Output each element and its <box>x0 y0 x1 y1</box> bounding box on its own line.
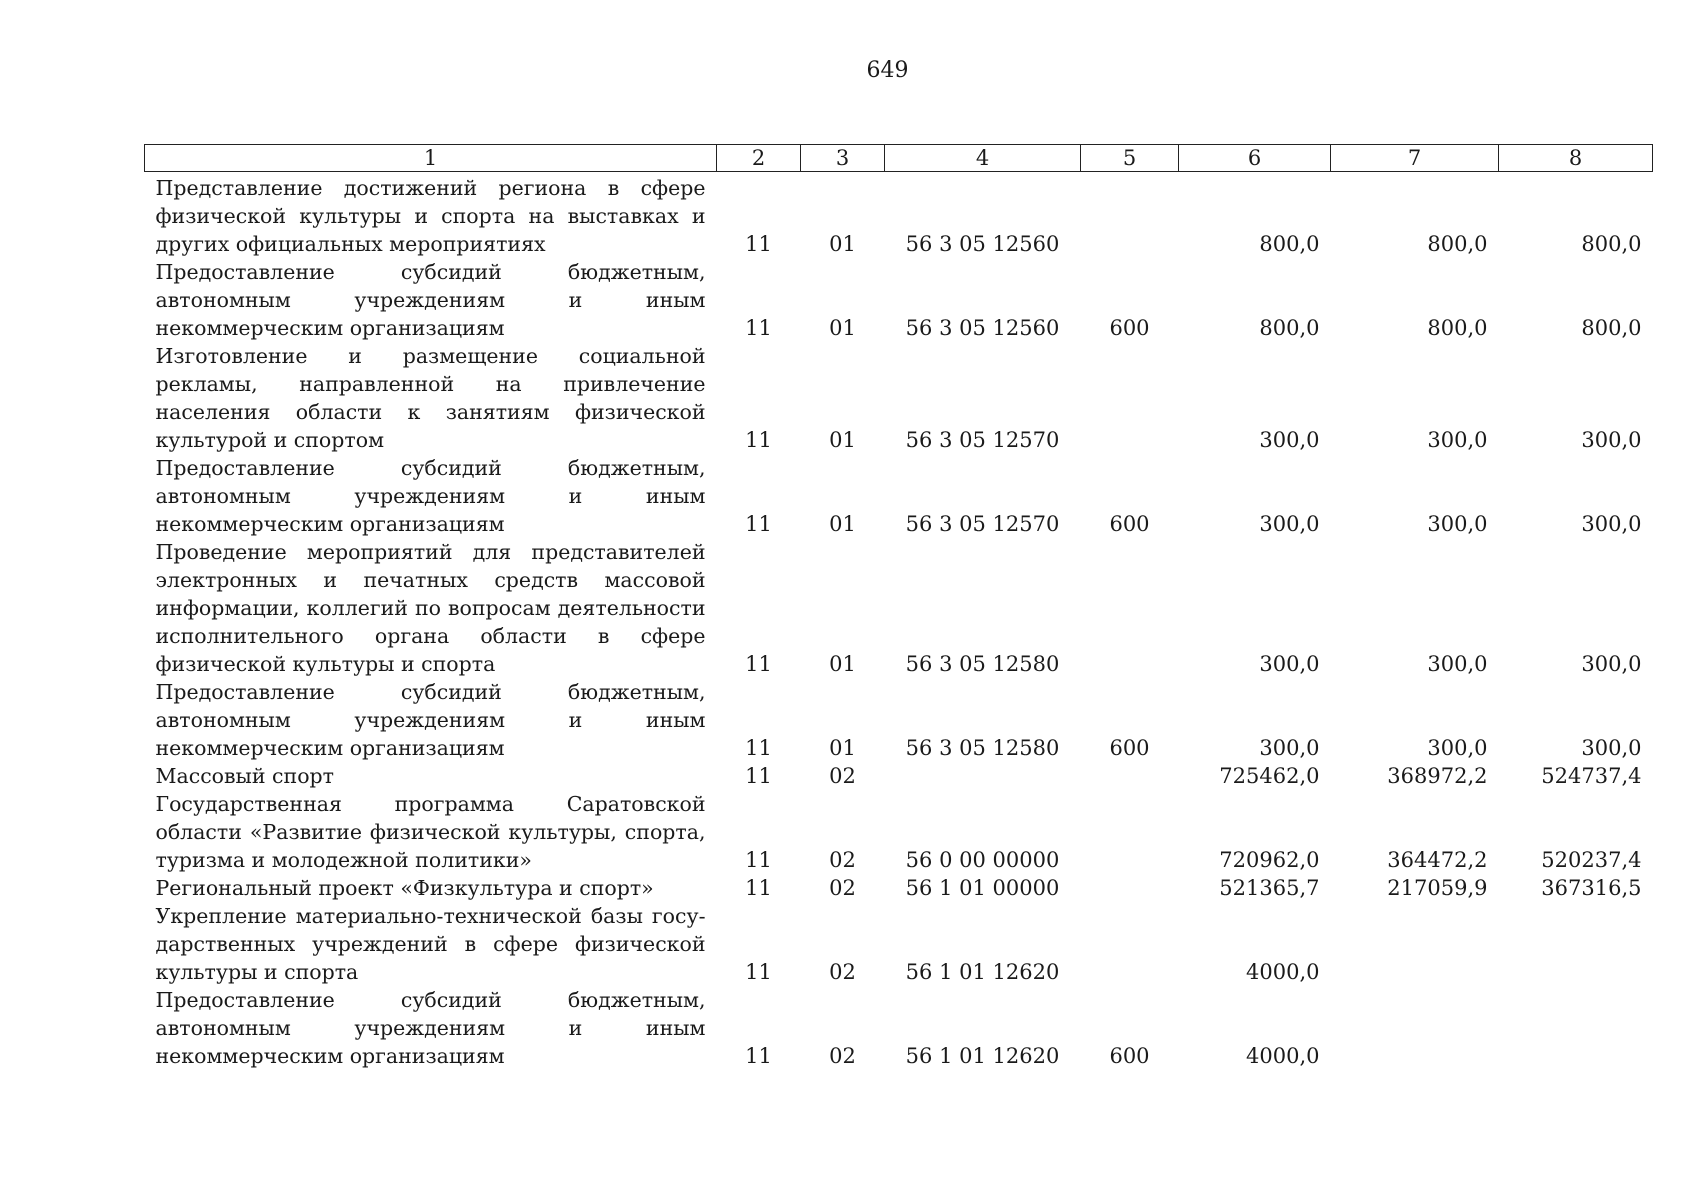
row-section: 11 <box>745 960 772 984</box>
row-expense-type <box>1081 172 1179 259</box>
row-expense-type <box>1081 342 1179 454</box>
row-value-8: 367316,5 <box>1541 876 1642 900</box>
row-name: Укрепление материально-технической базы государственных учреждений в сфере физической культуры и спорта <box>155 904 706 984</box>
row-value-8: 300,0 <box>1581 652 1642 676</box>
row-section: 11 <box>745 232 772 256</box>
row-expense-type <box>1081 902 1179 986</box>
table-row <box>145 762 1653 790</box>
row-value-6: 4000,0 <box>1246 1044 1320 1068</box>
row-value-6: 800,0 <box>1259 232 1320 256</box>
row-target-code: 56 1 01 12620 <box>905 960 1060 984</box>
row-subsection: 01 <box>829 232 856 256</box>
row-subsection: 01 <box>829 512 856 536</box>
table-row <box>145 678 1653 762</box>
table-row <box>145 258 1653 342</box>
row-value-8 <box>1499 902 1653 986</box>
row-target-code: 56 1 01 00000 <box>905 876 1060 900</box>
row-value-8: 800,0 <box>1581 232 1642 256</box>
row-subsection: 02 <box>829 848 856 872</box>
header-col-7: 7 <box>1331 145 1499 172</box>
row-name: Предоставление субсидий бюджетным, автономным учреждениям и иным некоммерческим организациям <box>155 456 706 536</box>
row-subsection: 02 <box>829 764 856 788</box>
row-section: 11 <box>745 736 772 760</box>
page-number: 649 <box>866 58 909 83</box>
row-subsection: 02 <box>829 960 856 984</box>
row-value-6: 300,0 <box>1259 512 1320 536</box>
row-name: Проведение мероприятий для представителей электронных и печатных средств массовой информации, коллегий по вопросам деятельности исполнительного органа области в сфере физической культуры и спорта <box>155 540 706 676</box>
row-value-7: 364472,2 <box>1387 848 1488 872</box>
row-value-7: 800,0 <box>1427 316 1488 340</box>
row-section: 11 <box>745 512 772 536</box>
row-target-code <box>885 762 1081 790</box>
row-value-6: 300,0 <box>1259 652 1320 676</box>
row-subsection: 01 <box>829 736 856 760</box>
row-section: 11 <box>745 764 772 788</box>
row-value-7 <box>1331 902 1499 986</box>
row-target-code: 56 3 05 12560 <box>905 316 1060 340</box>
header-col-5: 5 <box>1081 145 1179 172</box>
row-value-8: 300,0 <box>1581 736 1642 760</box>
row-value-6: 800,0 <box>1259 316 1320 340</box>
header-col-3: 3 <box>801 145 885 172</box>
row-target-code: 56 3 05 12580 <box>905 652 1060 676</box>
row-value-6: 300,0 <box>1259 736 1320 760</box>
row-value-6: 725462,0 <box>1219 764 1320 788</box>
table-row <box>145 172 1653 259</box>
table-row <box>145 454 1653 538</box>
table-row <box>145 538 1653 678</box>
row-value-7: 300,0 <box>1427 736 1488 760</box>
budget-table <box>144 144 1653 1070</box>
row-expense-type <box>1081 538 1179 678</box>
row-name: Изготовление и размещение социальной рекламы, направленной на привлечение населения области к занятиям физической культурой и спортом <box>155 344 706 452</box>
row-expense-type <box>1081 790 1179 874</box>
row-subsection: 01 <box>829 316 856 340</box>
row-target-code: 56 3 05 12570 <box>905 428 1060 452</box>
table-row <box>145 902 1653 986</box>
row-value-7: 300,0 <box>1427 512 1488 536</box>
row-value-8: 524737,4 <box>1541 764 1642 788</box>
row-target-code: 56 3 05 12580 <box>905 736 1060 760</box>
row-section: 11 <box>745 316 772 340</box>
row-expense-type: 600 <box>1109 316 1150 340</box>
row-value-7: 300,0 <box>1427 652 1488 676</box>
row-name: Государственная программа Саратовской области «Развитие физической культуры, спорта, туризма и молодежной политики» <box>155 792 706 872</box>
header-col-2: 2 <box>717 145 801 172</box>
header-col-4: 4 <box>885 145 1081 172</box>
row-expense-type <box>1081 762 1179 790</box>
row-subsection: 01 <box>829 652 856 676</box>
table-body <box>145 172 1653 1071</box>
row-section: 11 <box>745 652 772 676</box>
row-value-8 <box>1499 986 1653 1070</box>
row-section: 11 <box>745 1044 772 1068</box>
header-col-8: 8 <box>1499 145 1653 172</box>
row-section: 11 <box>745 876 772 900</box>
row-subsection: 01 <box>829 428 856 452</box>
row-name: Предоставление субсидий бюджетным, автономным учреждениям и иным некоммерческим организациям <box>155 680 706 760</box>
header-col-6: 6 <box>1179 145 1331 172</box>
table-header <box>145 145 1653 172</box>
table-row <box>145 986 1653 1070</box>
row-name: Предоставление субсидий бюджетным, автономным учреждениям и иным некоммерческим организациям <box>155 260 706 340</box>
row-value-7 <box>1331 986 1499 1070</box>
row-value-7: 217059,9 <box>1387 876 1488 900</box>
header-row <box>145 145 1653 172</box>
row-value-6: 720962,0 <box>1219 848 1320 872</box>
row-target-code: 56 3 05 12570 <box>905 512 1060 536</box>
row-value-8: 300,0 <box>1581 512 1642 536</box>
row-value-7: 368972,2 <box>1387 764 1488 788</box>
row-target-code: 56 1 01 12620 <box>905 1044 1060 1068</box>
row-expense-type: 600 <box>1109 736 1150 760</box>
row-expense-type: 600 <box>1109 1044 1150 1068</box>
row-target-code: 56 3 05 12560 <box>905 232 1060 256</box>
row-value-6: 521365,7 <box>1219 876 1320 900</box>
row-value-8: 300,0 <box>1581 428 1642 452</box>
row-target-code: 56 0 00 00000 <box>905 848 1060 872</box>
row-name: Региональный проект «Физкультура и спорт» <box>155 876 654 900</box>
row-name: Представление достижений региона в сфере физической культуры и спорта на выставках и других официальных мероприятиях <box>155 176 706 256</box>
header-col-1: 1 <box>145 145 717 172</box>
row-subsection: 02 <box>829 1044 856 1068</box>
row-value-6: 300,0 <box>1259 428 1320 452</box>
row-value-7: 300,0 <box>1427 428 1488 452</box>
row-value-7: 800,0 <box>1427 232 1488 256</box>
table-row <box>145 874 1653 902</box>
row-value-8: 520237,4 <box>1541 848 1642 872</box>
row-expense-type: 600 <box>1109 512 1150 536</box>
row-subsection: 02 <box>829 876 856 900</box>
row-value-8: 800,0 <box>1581 316 1642 340</box>
row-section: 11 <box>745 848 772 872</box>
row-value-6: 4000,0 <box>1246 960 1320 984</box>
table-row <box>145 342 1653 454</box>
row-name: Массовый спорт <box>155 764 335 788</box>
row-section: 11 <box>745 428 772 452</box>
row-expense-type <box>1081 874 1179 902</box>
table-row <box>145 790 1653 874</box>
row-name: Предоставление субсидий бюджетным, автономным учреждениям и иным некоммерческим организациям <box>155 988 706 1068</box>
